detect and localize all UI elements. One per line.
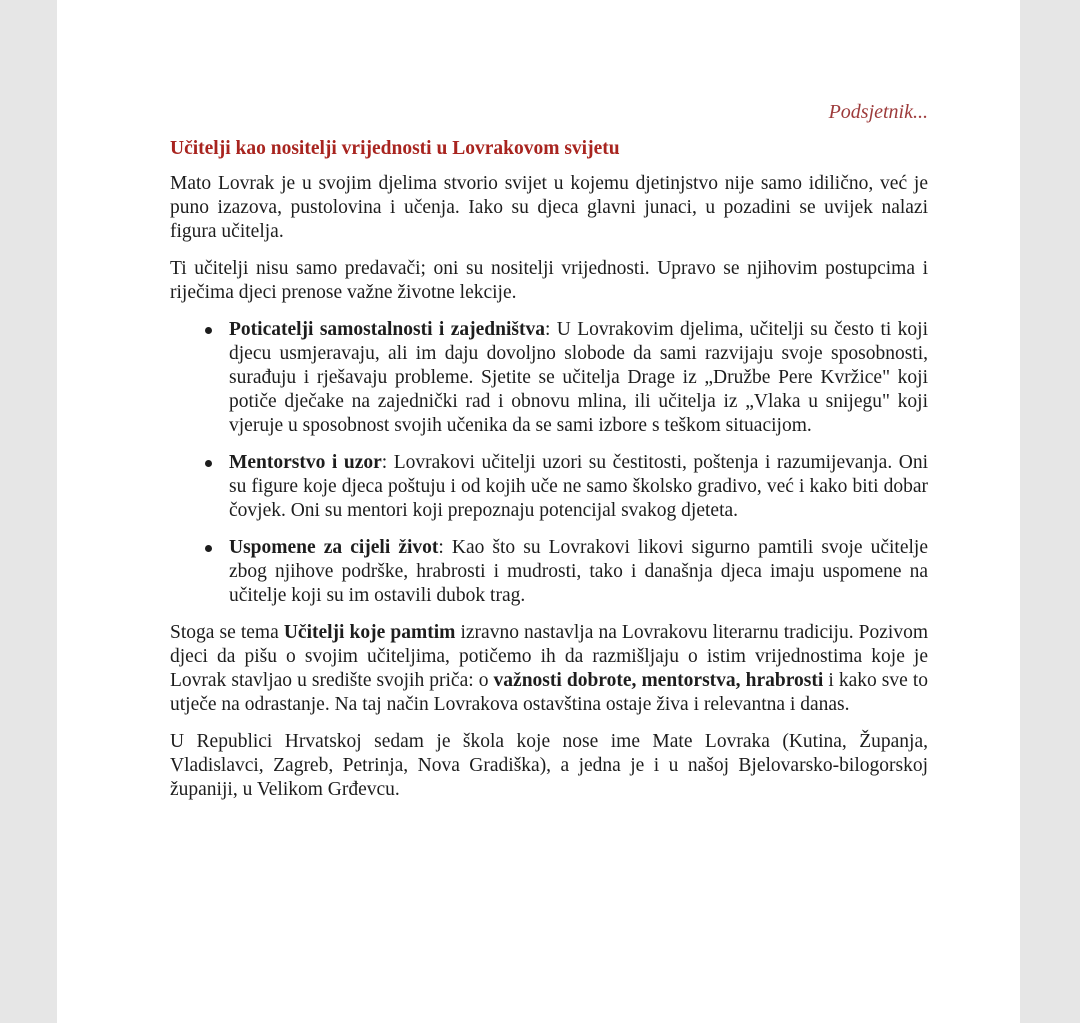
text-run: Ti učitelji nisu samo predavači; oni su nositelji vrijednosti. Upravo se njihovim postupcima i riječima djeci prenose važne životne lekcije.	[170, 258, 928, 303]
text-run: izravno nastavlja na Lovrakovu literarnu tradiciju. Pozivom djeci da pišu o svojim učiteljima, potičemo ih da razmišljaju o istim vrijednostima koje je Lovrak stavljao u središte svojih priča: o	[170, 622, 928, 691]
bold-text-run: Mentorstvo i uzor	[229, 452, 382, 473]
text-run: U Republici Hrvatskoj sedam je škola koje nose ime Mate Lovraka (Kutina, Županja, Vladislavci, Zagreb, Petrinja, Nova Gradiška), a jedna je i u našoj Bjelovarsko-bilogorskoj županiji, u Velikom Grđevcu.	[170, 731, 928, 800]
text-run: : Lovrakovi učitelji uzori su čestitosti, poštenja i razumijevanja. Oni su figure koje djeca poštuju i od kojih uče ne samo školsko gradivo, već i kako biti dobar čovjek. Oni su mentori koji prepoznaju potencijal svakog djeteta.	[229, 452, 928, 521]
paragraph	[170, 257, 928, 305]
text-run: i kako sve to utječe na odrastanje. Na taj način Lovrakova ostavština ostaje živa i relevantna i danas.	[170, 670, 929, 715]
bold-text-run: važnosti dobrote, mentorstva, hrabrosti	[493, 670, 824, 691]
paragraph	[170, 621, 928, 717]
text-run: Mato Lovrak je u svojim djelima stvorio svijet u kojemu djetinjstvo nije samo idilično, već je puno izazova, pustolovina i učenja. Iako su djeca glavni junaci, u pozadini se uvijek nalazi figura učitelja.	[170, 173, 928, 242]
bullet-item	[170, 318, 928, 438]
bullet-list	[170, 318, 928, 608]
document-page	[57, 0, 1020, 1023]
paragraph	[170, 730, 928, 802]
paragraph	[170, 172, 928, 244]
bold-text-run: Učitelji koje pamtim	[283, 622, 456, 643]
text-run: : U Lovrakovim djelima, učitelji su često ti koji djecu usmjeravaju, ali im daju dovoljno slobode da sami razvijaju svoje sposobnosti, surađuju i rješavaju probleme. Sjetite se učitelja Drage iz „Družbe Pere Kvržice" koji potiče dječake na zajednički rad i obnovu mlina, ili učitelja iz „Vlaka u snijegu" koji vjeruje u sposobnost svojih učenika da se sami izbore s teškom situacijom.	[229, 319, 928, 436]
bullet-marker-icon	[205, 460, 212, 467]
bullet-item	[170, 451, 928, 523]
bullet-marker-icon	[205, 327, 212, 334]
page-header-note: Podsjetnik...	[828, 101, 928, 123]
bold-text-run: Poticatelji samostalnosti i zajedništva	[229, 319, 545, 340]
bullet-marker-icon	[205, 545, 212, 552]
bold-text-run: Uspomene za cijeli život	[229, 537, 439, 558]
document-content	[170, 0, 928, 802]
text-run: Stoga se tema	[170, 622, 284, 643]
document-title: Učitelji kao nositelji vrijednosti u Lovrakovom svijetu	[170, 138, 620, 159]
bullet-item	[170, 536, 928, 608]
text-run: : Kao što su Lovrakovi likovi sigurno pamtili svoje učitelje zbog njihove podrške, hrabrosti i mudrosti, tako i današnja djeca imaju uspomene na učitelje koji su im ostavili dubok trag.	[229, 537, 928, 606]
document-body	[170, 172, 928, 802]
